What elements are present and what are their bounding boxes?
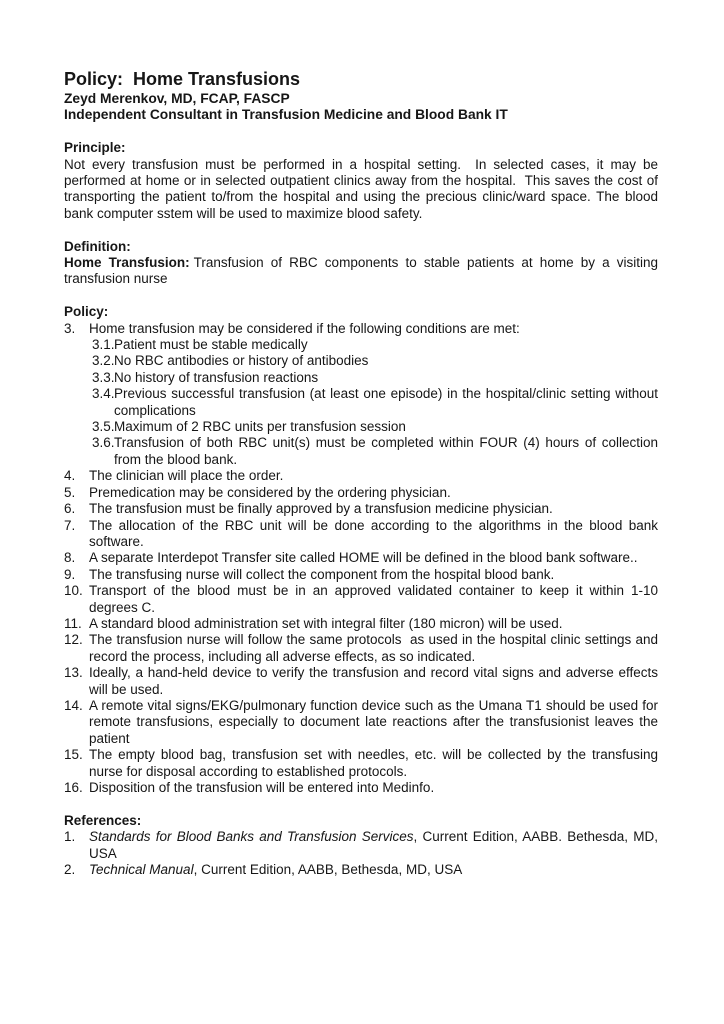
policy-item-15-text: The empty blood bag, transfusion set with needles, etc. will be collected by the transfusing nurse for disposal according to established protocols.	[89, 747, 658, 779]
policy-item-3-text: Home transfusion may be considered if the following conditions are met:	[89, 320, 520, 336]
policy-subitem-3-2-text: No RBC antibodies or history of antibodies	[114, 353, 369, 369]
policy-item-12	[64, 632, 658, 665]
policy-subitem-3-4	[92, 386, 658, 419]
policy-item-15-number: 15.	[64, 747, 83, 763]
policy-item-13-number: 13.	[64, 665, 83, 681]
policy-item-9-number: 9.	[64, 566, 76, 582]
policy-item-4-number: 4.	[64, 468, 76, 484]
principle-heading: Principle:	[64, 140, 126, 156]
policy-subitem-3-5-number: 3.5.	[92, 419, 115, 435]
policy-item-16-number: 16.	[64, 780, 83, 796]
policy-heading: Policy:	[64, 304, 109, 320]
author-line: Zeyd Merenkov, MD, FCAP, FASCP	[64, 91, 290, 106]
references-heading: References:	[64, 812, 142, 828]
policy-item-5-text: Premedication may be considered by the ordering physician.	[89, 484, 451, 500]
reference-item-1-number: 1.	[64, 829, 76, 845]
policy-item-9	[64, 567, 658, 583]
policy-item-5-number: 5.	[64, 484, 76, 500]
page-title: Policy: Home Transfusions	[64, 69, 301, 89]
policy-subitem-3-2-number: 3.2.	[92, 353, 115, 369]
policy-item-7-number: 7.	[64, 517, 76, 533]
policy-subitem-3-4-number: 3.4.	[92, 386, 115, 402]
policy-item-6-number: 6.	[64, 501, 76, 517]
definition-paragraph	[64, 255, 658, 288]
policy-item-11-number: 11.	[64, 615, 82, 631]
policy-item-11	[64, 616, 658, 632]
definition-term: Home Transfusion:	[64, 255, 190, 271]
policy-item-6-text: The transfusion must be finally approved by a transfusion medicine physician.	[89, 501, 553, 517]
policy-item-10	[64, 583, 658, 616]
policy-subitem-3-1-text: Patient must be stable medically	[114, 337, 308, 353]
reference-item-2-title: Technical Manual	[89, 862, 194, 878]
policy-item-14-number: 14.	[64, 697, 83, 713]
policy-subitem-3-4-text: Previous successful transfusion (at least one episode) in the hospital/clinic setting without complications	[114, 386, 658, 418]
policy-item-3	[64, 321, 658, 337]
policy-subitem-3-1-number: 3.1.	[92, 337, 115, 353]
policy-item-13-text: Ideally, a hand-held device to verify the transfusion and record vital signs and adverse effects will be used.	[89, 665, 658, 697]
policy-item-4	[64, 468, 658, 484]
policy-item-4-text: The clinician will place the order.	[89, 468, 284, 484]
policy-subitem-3-3	[92, 370, 658, 386]
policy-item-11-text: A standard blood administration set with integral filter (180 micron) will be used.	[89, 615, 563, 631]
definition-heading: Definition:	[64, 238, 131, 254]
policy-item-5	[64, 485, 658, 501]
policy-item-14-text: A remote vital signs/EKG/pulmonary function device such as the Umana T1 should be used for remote transfusions, especially to document late reactions after the transfusionist leaves the patient	[89, 697, 658, 746]
policy-subitem-3-6	[92, 435, 658, 468]
policy-item-12-text: The transfusion nurse will follow the same protocols as used in the hospital clinic settings and record the process, including all adverse effects, as so indicated.	[89, 632, 658, 664]
reference-item-2	[64, 862, 658, 878]
policy-subitem-3-5-text: Maximum of 2 RBC units per transfusion session	[114, 419, 406, 435]
definition-text: Transfusion of RBC components to stable patients at home by a visiting transfusion nurse	[64, 255, 658, 287]
policy-item-16-text: Disposition of the transfusion will be entered into Medinfo.	[89, 780, 435, 796]
policy-subitem-3-1	[92, 337, 658, 353]
policy-subitem-3-6-number: 3.6.	[92, 435, 115, 451]
policy-subitem-3-6-text: Transfusion of both RBC unit(s) must be completed within FOUR (4) hours of collection from the blood bank.	[114, 435, 658, 467]
policy-item-10-number: 10.	[64, 583, 83, 599]
policy-item-8-number: 8.	[64, 550, 76, 566]
policy-subitem-3-3-text: No history of transfusion reactions	[114, 369, 319, 385]
policy-item-9-text: The transfusing nurse will collect the component from the hospital blood bank.	[89, 566, 555, 582]
policy-item-8-text: A separate Interdepot Transfer site called HOME will be defined in the blood bank software..	[89, 550, 638, 566]
reference-item-2-number: 2.	[64, 862, 76, 878]
policy-subitem-3-2	[92, 353, 658, 369]
policy-item-12-number: 12.	[64, 632, 83, 648]
policy-item-14	[64, 698, 658, 747]
policy-subitem-3-3-number: 3.3.	[92, 369, 115, 385]
policy-item-7	[64, 518, 658, 551]
policy-item-15	[64, 747, 658, 780]
policy-subitem-3-5	[92, 419, 658, 435]
policy-item-10-text: Transport of the blood must be in an approved validated container to keep it within 1-10 degrees C.	[89, 583, 658, 615]
policy-item-8	[64, 550, 658, 566]
policy-item-7-text: The allocation of the RBC unit will be done according to the algorithms in the blood bank software.	[89, 517, 658, 549]
reference-item-1-rest: , Current Edition, AABB. Bethesda, MD, USA	[89, 829, 658, 861]
reference-item-2-rest: , Current Edition, AABB, Bethesda, MD, USA	[193, 862, 463, 878]
policy-item-13	[64, 665, 658, 698]
policy-item-3-number: 3.	[64, 320, 76, 336]
reference-item-1-title: Standards for Blood Banks and Transfusion Services	[89, 829, 414, 845]
policy-item-16	[64, 780, 658, 796]
author-role-line: Independent Consultant in Transfusion Medicine and Blood Bank IT	[64, 107, 508, 123]
principle-paragraph: Not every transfusion must be performed in a hospital setting. In selected cases, it may be performed at home or in selected outpatient clinics away from the hospital. This saves the cost of transporting the patient to/from the hospital and using the precious clinic/ward space. The blood bank computer sstem will be used to maximize blood safety.	[64, 156, 658, 221]
reference-item-1	[64, 829, 658, 862]
policy-item-6	[64, 501, 658, 517]
